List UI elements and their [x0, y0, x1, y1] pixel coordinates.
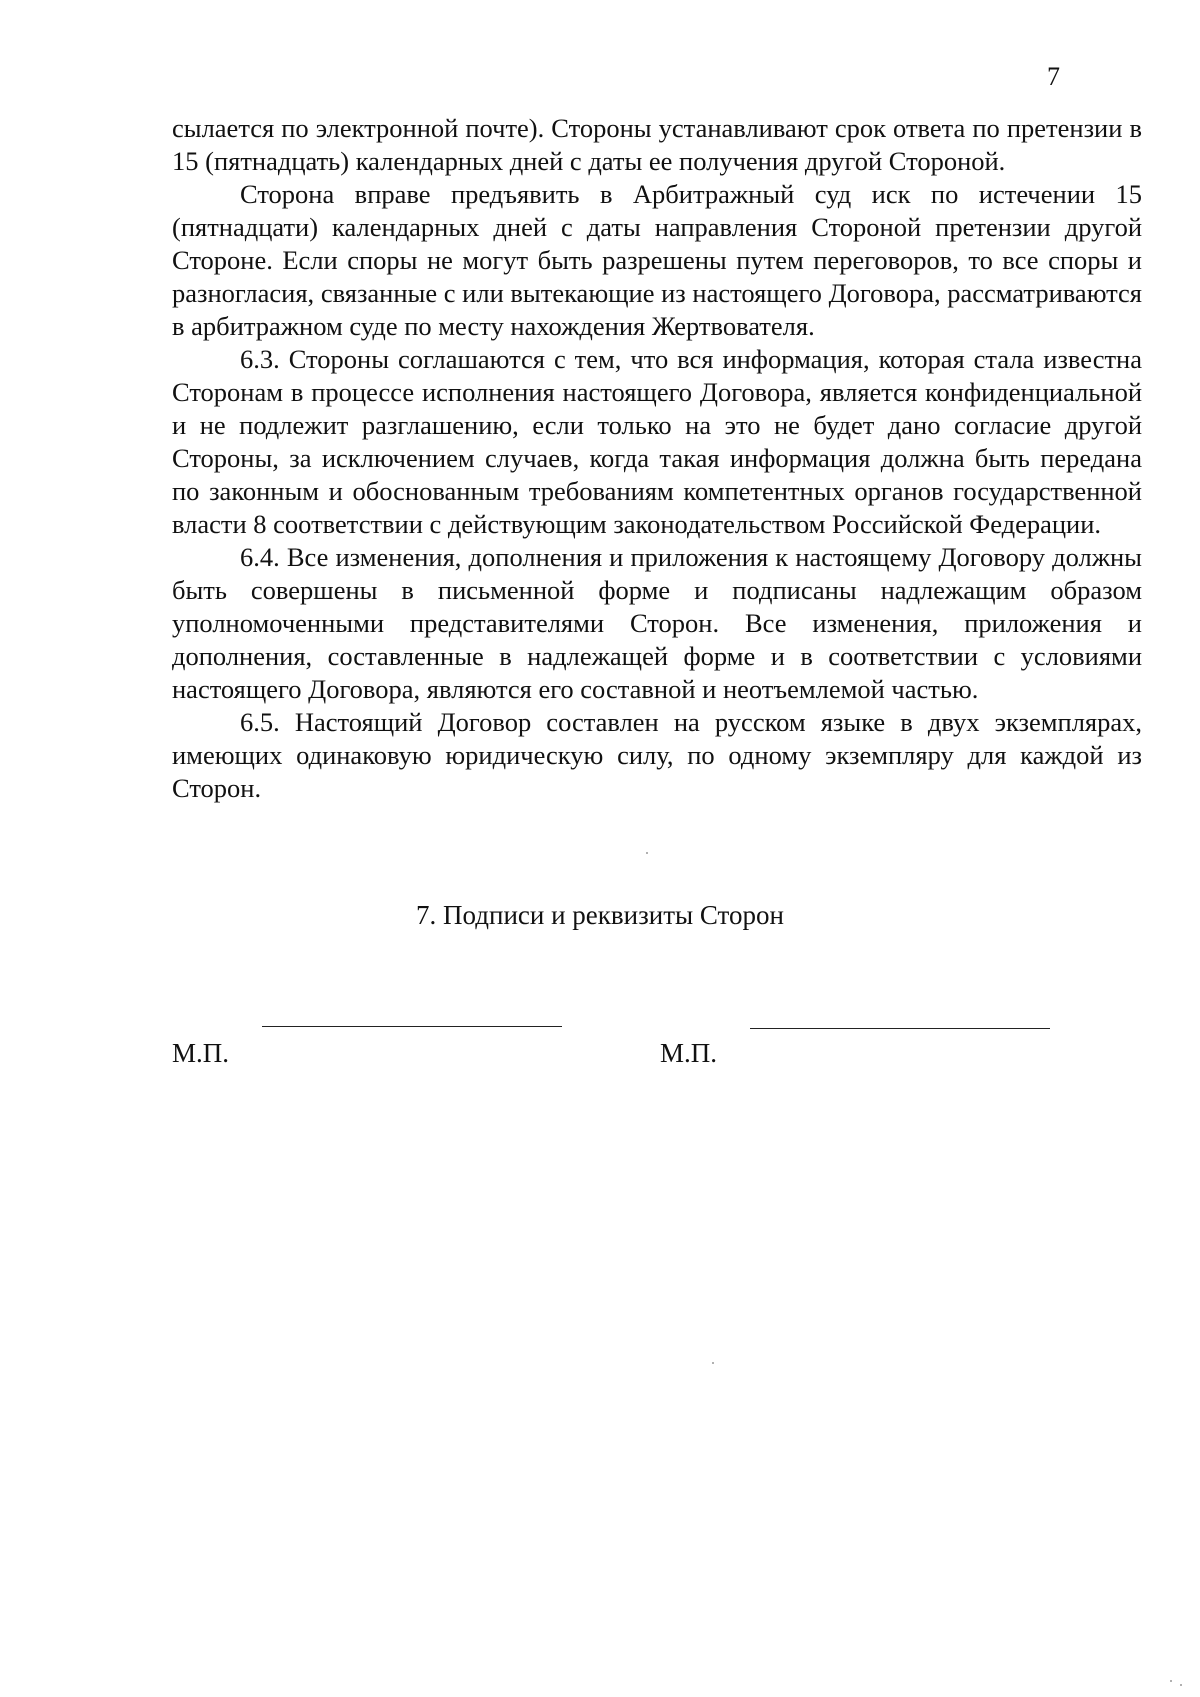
right-stamp-label: М.П. — [660, 1038, 718, 1068]
paragraph-6-3: 6.3. Стороны соглашаются с тем, что вся информация, которая стала известна Сторонам в процессе исполнения настоящего Договора, является конфиденциальной и не подлежит разглашению, если только на это не будет дано согласие другой Стороны, за исключением случаев, когда такая информация должна быть передана по законным и обоснованным требованиям компетентных органов государственной власти 8 соответствии с действующим законодательством Российской Федерации. — [172, 344, 1142, 539]
section-title: 7. Подписи и реквизиты Сторон — [416, 900, 784, 930]
page-number: 7 — [1047, 62, 1060, 91]
document-body — [172, 112, 1142, 805]
scan-speck — [712, 1362, 714, 1364]
paragraph-6-5: 6.5. Настоящий Договор составлен на русском языке в двух экземплярах, имеющих одинаковую юридическую силу, по одному экземпляру для каждой из Сторон. — [172, 707, 1142, 803]
paragraph-6-4: 6.4. Все изменения, дополнения и приложения к настоящему Договору должны быть совершены в письменной форме и подписаны надлежащим образом уполномоченными представителями Сторон. Все изменения, приложения и дополнения, составленные в надлежащей форме и в соответствии с условиями настоящего Договора, являются его составной и неотъемлемой частью. — [172, 542, 1142, 704]
left-signature-line — [262, 1026, 562, 1027]
paragraph-continuation: сылается по электронной почте). Стороны устанавливают срок ответа по претензии в 15 (пятнадцать) календарных дней с даты ее получения другой Стороной. — [172, 113, 1142, 176]
right-signature-line — [750, 1028, 1050, 1029]
paragraph-arbitration: Сторона вправе предъявить в Арбитражный суд иск по истечении 15 (пятнадцати) календарных дней с даты направления Стороной претензии другой Стороне. Если споры не могут быть разрешены путем переговоров, то все споры и разногласия, связанные с или вытекающие из настоящего Договора, рассматриваются в арбитражном суде по месту нахождения Жертвователя. — [172, 179, 1142, 341]
scan-speck — [646, 852, 648, 854]
scan-speck — [1180, 1684, 1182, 1686]
scan-speck — [1170, 1680, 1172, 1682]
left-stamp-label: М.П. — [172, 1038, 230, 1068]
